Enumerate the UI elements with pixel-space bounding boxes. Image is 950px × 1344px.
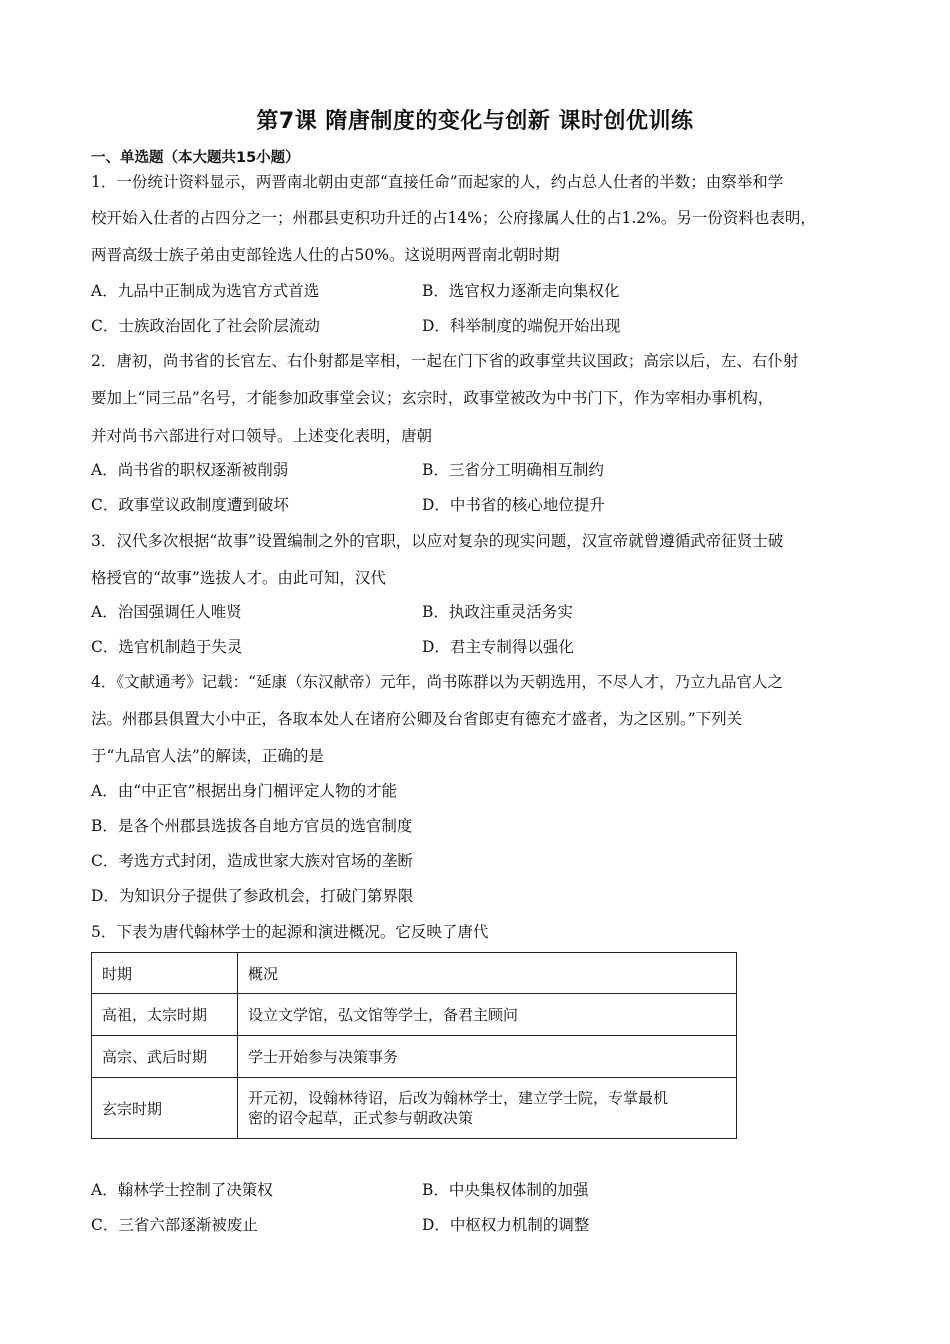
question-4-line-2: 法。州郡县俱置大小中正，各取本处人在诸府公卿及台省郎吏有德充才盛者，为之区别。”下列关 <box>91 710 743 728</box>
question-3-line-1: 3．汉代多次根据“故事”设置编制之外的官职，以应对复杂的现实问题，汉宣帝就曾遵循武帝征贤士破 <box>91 532 784 550</box>
question-5-option-c: C．三省六部逐渐被废止 <box>91 1216 258 1234</box>
question-1-line-1: 1．一份统计资料显示，两晋南北朝由吏部“直接任命”而起家的人，约占总人仕者的半数；由察举和学 <box>91 173 784 191</box>
question-1-option-a: A．九品中正制成为选官方式首选 <box>91 282 320 300</box>
table-header-row <box>92 953 737 994</box>
table-cell-period: 玄宗时期 <box>92 1078 238 1139</box>
table-cell-summary: 学士开始参与决策事务 <box>238 1036 737 1078</box>
table-cell-summary-line-2: 密的诏令起草，正式参与朝政决策 <box>248 1109 474 1127</box>
question-5-option-a: A．翰林学士控制了决策权 <box>91 1181 273 1199</box>
table-header-cell: 时期 <box>92 953 238 994</box>
history-table <box>91 952 737 1139</box>
question-2-line-1: 2．唐初，尚书省的长官左、右仆射都是宰相，一起在门下省的政事堂共议国政；高宗以后，左、右仆射 <box>91 352 799 370</box>
question-1-option-b: B．选官权力逐渐走向集权化 <box>422 282 620 300</box>
question-3-option-c: C．选官机制趋于失灵 <box>91 638 243 656</box>
question-5-option-d: D．中枢权力机制的调整 <box>422 1216 590 1234</box>
question-4-option-c: C．考选方式封闭，造成世家大族对官场的垄断 <box>91 852 413 870</box>
table-cell-summary-line-1: 开元初，设翰林待诏，后改为翰林学士，建立学士院，专掌最机 <box>248 1089 669 1107</box>
question-3-option-a: A．治国强调任人唯贤 <box>91 603 242 621</box>
question-2-option-b: B．三省分工明确相互制约 <box>422 461 604 479</box>
question-3-option-d: D．君主专制得以强化 <box>422 638 574 656</box>
section-heading: 一、单选题（本大题共15小题） <box>91 150 300 166</box>
question-1-line-3: 两晋高级士族子弟由吏部铨选人仕的占50%。这说明两晋南北朝时期 <box>91 246 560 264</box>
question-4-option-a: A．由“中正官”根据出身门楣评定人物的才能 <box>91 782 398 800</box>
question-1-option-c: C．士族政治固化了社会阶层流动 <box>91 317 320 335</box>
table-row <box>92 1036 737 1078</box>
question-1-line-2: 校开始入仕者的占四分之一；州郡县吏积功升迁的占14%；公府掾属人仕的占1.2%。另一份资料也表明， <box>91 209 816 227</box>
question-5-line-1: 5．下表为唐代翰林学士的起源和演进概况。它反映了唐代 <box>91 923 489 941</box>
table-cell-summary <box>238 1078 737 1139</box>
question-2-option-a: A．尚书省的职权逐渐被削弱 <box>91 461 289 479</box>
question-2-line-3: 并对尚书六部进行对口领导。上述变化表明，唐朝 <box>91 427 433 445</box>
question-4-line-3: 于“九品官人法”的解读，正确的是 <box>91 747 324 765</box>
table-row <box>92 1078 737 1139</box>
question-3-option-b: B．执政注重灵活务实 <box>422 603 573 621</box>
table-row <box>92 994 737 1036</box>
table-cell-period: 高宗、武后时期 <box>92 1036 238 1078</box>
table-header-cell: 概况 <box>238 953 737 994</box>
question-1-option-d: D．科举制度的端倪开始出现 <box>422 317 621 335</box>
question-2-line-2: 要加上“同三品”名号，才能参加政事堂会议；玄宗时，政事堂被改为中书门下，作为宰相办事机构， <box>91 389 774 407</box>
question-4-option-b: B．是各个州郡县选拔各自地方官员的选官制度 <box>91 817 413 835</box>
question-3-line-2: 格授官的“故事”选拔人才。由此可知，汉代 <box>91 569 386 587</box>
page-title: 第7课 隋唐制度的变化与创新 课时创优训练 <box>256 109 694 134</box>
question-5-option-b: B．中央集权体制的加强 <box>422 1181 589 1199</box>
table-cell-summary: 设立文学馆，弘文馆等学士，备君主顾问 <box>238 994 737 1036</box>
table-cell-period: 高祖，太宗时期 <box>92 994 238 1036</box>
question-2-option-c: C．政事堂议政制度遭到破坏 <box>91 496 289 514</box>
question-4-option-d: D．为知识分子提供了参政机会，打破门第界限 <box>91 887 414 905</box>
question-4-line-1: 4．《文献通考》记载：“延康（东汉献帝）元年，尚书陈群以为天朝选用，不尽人才，乃立九品官人之 <box>91 673 784 691</box>
question-2-option-d: D．中书省的核心地位提升 <box>422 496 605 514</box>
